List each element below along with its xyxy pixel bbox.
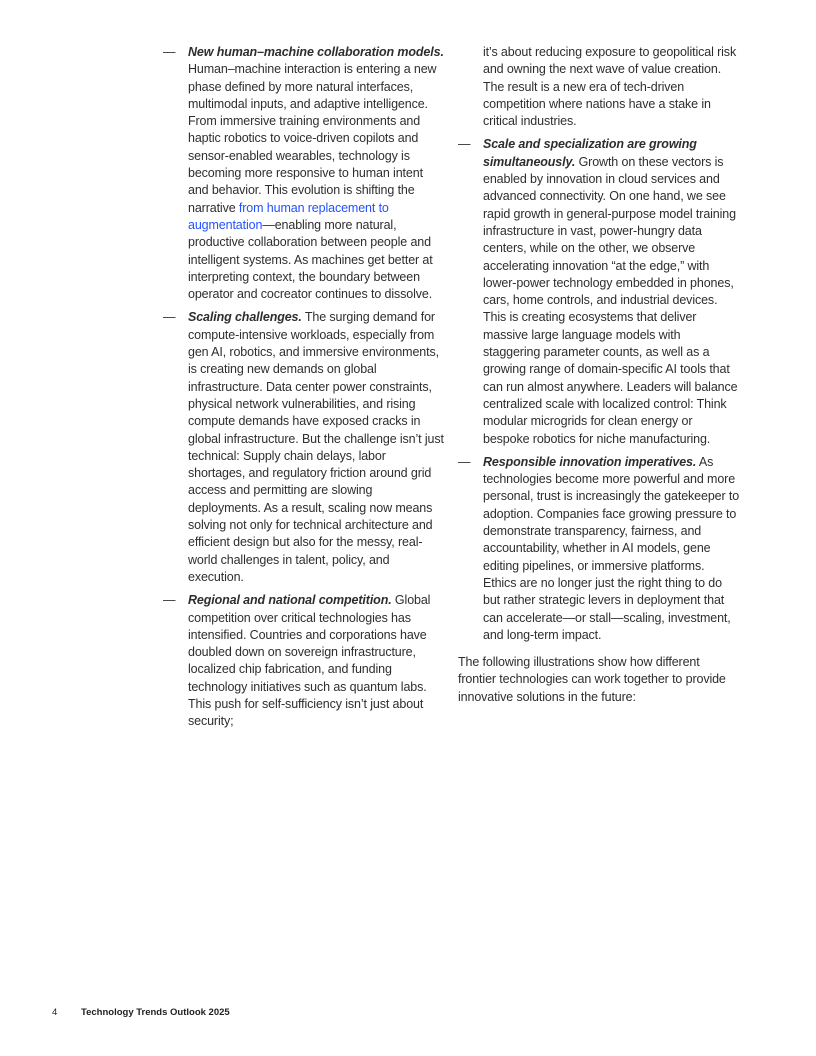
bullet-lead: Regional and national competition. xyxy=(188,593,392,608)
list-item-collaboration-models xyxy=(163,44,445,303)
list-item-regional-competition xyxy=(163,592,445,730)
closing-paragraph xyxy=(458,654,740,706)
page-number: 4 xyxy=(52,1007,58,1018)
page-body xyxy=(163,44,740,737)
bullet-dash: — xyxy=(458,454,471,469)
bullet-body: Global competition over critical technologies has intensified. Countries and corporations have doubled down on sovereign infrastructure, localized chip fabrication, and funding technology initiatives such as quantum labs. This push for self-sufficiency isn’t just about security; xyxy=(188,593,431,729)
bullet-lead: Scaling challenges. xyxy=(188,310,302,325)
bullet-lead: Scale and specialization are growing simultaneously. xyxy=(483,137,697,169)
bullet-body: —enabling more natural, productive collaboration between people and intelligent systems. As machines get better at interpreting context, the boundary between operator and cocreator continues to dissolve. xyxy=(188,217,433,302)
right-column xyxy=(458,44,740,737)
bullet-body: The surging demand for compute-intensive workloads, especially from gen AI, robotics, and immersive environments, is creating new demands on global infrastructure. Data center power constraints, physical network vulnerabilities, and rising compute demands have exposed cracks in global infrastructure. But the challenge isn’t just technical: Supply chain delays, labor shortages, and regulatory friction around grid access and permitting are slowing deployments. As a result, scaling now means solving not only for technical architecture and efficient design but also for the messy, real-world challenges in talent, policy, and execution. xyxy=(188,310,444,584)
list-item-scale-specialization xyxy=(458,136,740,447)
augmentation-link[interactable]: from human replacement to augmentation xyxy=(188,200,389,232)
bullet-body: Growth on these vectors is enabled by innovation in cloud services and advanced connectivity. On one hand, we see rapid growth in general-purpose model training infrastructure in vast, power-hungry data centers, while on the other, we observe accelerating innovation “at the edge,” with lower-power technology embedded in phones, cars, home controls, and industrial devices. This is creating ecosystems that deliver massive large language models with staggering parameter counts, as well as a growing range of domain-specific AI tools that can run almost anywhere. Leaders will balance centralized scale with localized control: Think modular microgrids for clean energy or bespoke robotics for niche manufacturing. xyxy=(483,154,738,446)
bullet-lead: Responsible innovation imperatives. xyxy=(483,454,697,469)
list-item-scaling-challenges xyxy=(163,309,445,586)
left-column xyxy=(163,44,445,737)
footer-report-title: Technology Trends Outlook 2025 xyxy=(81,1007,230,1018)
list-item-responsible-innovation xyxy=(458,454,740,644)
bullet-lead: New human–machine collaboration models. xyxy=(188,45,444,59)
paragraph-continuation xyxy=(458,44,740,130)
bullet-body: Human–machine interaction is entering a new phase defined by more natural interfaces, multimodal inputs, and adaptive intelligence. From immersive training environments and haptic robotics to voice-driven copilots and sensor-enabled wearables, technology is becoming more responsive to human intent and behavior. This evolution is shifting the narrative xyxy=(188,62,437,215)
bullet-body: As technologies become more powerful and more personal, trust is increasingly the gatekeeper to adoption. Companies face growing pressure to demonstrate transparency, fairness, and accountability, whether in AI models, gene editing pipelines, or immersive platforms. Ethics are no longer just the right thing to do but rather strategic levers in deployment that can accelerate—or stall—scaling, investment, and long-term impact. xyxy=(483,454,740,642)
page-footer xyxy=(52,1007,230,1019)
paragraph-text: The following illustrations show how different frontier technologies can work together to provide innovative solutions in the future: xyxy=(458,655,726,704)
bullet-dash: — xyxy=(163,593,176,608)
bullet-dash: — xyxy=(458,137,471,152)
paragraph-text: it’s about reducing exposure to geopolitical risk and owning the next wave of value creation. The result is a new era of tech-driven competition where nations have a stake in critical industries. xyxy=(483,45,737,129)
bullet-dash: — xyxy=(163,310,176,325)
bullet-dash: — xyxy=(163,45,176,59)
